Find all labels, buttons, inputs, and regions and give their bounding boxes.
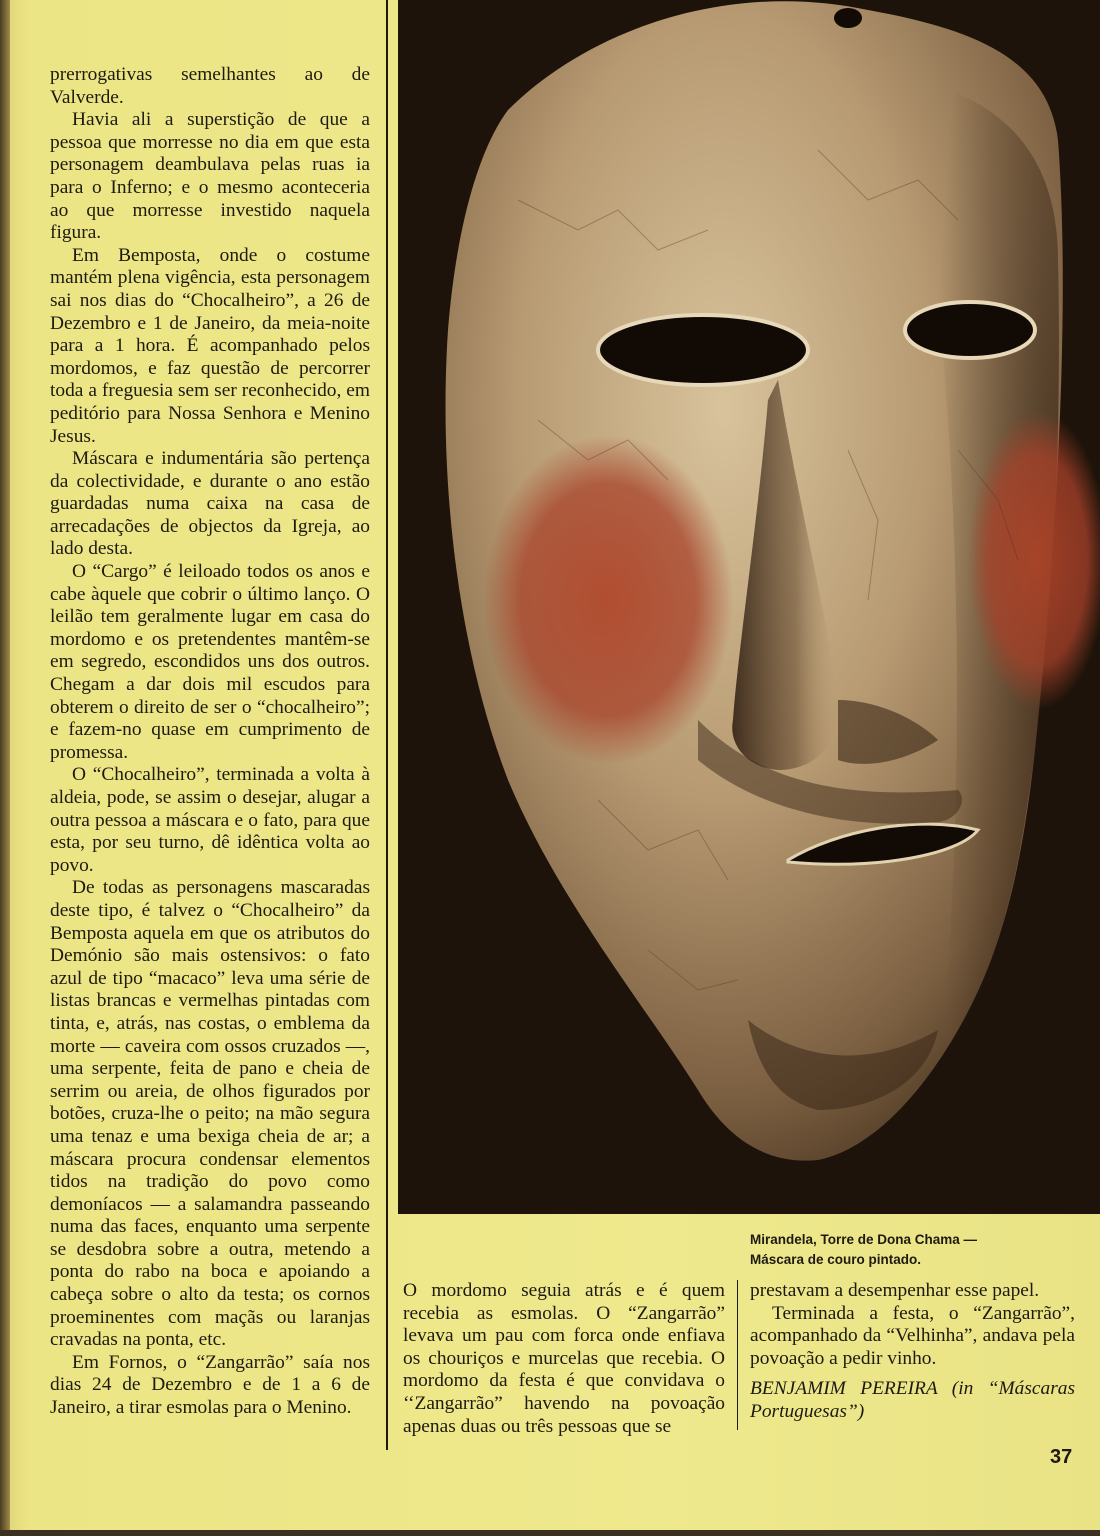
left-eye-hole: [598, 315, 808, 385]
page-number: 37: [1050, 1446, 1073, 1468]
paragraph: O mordomo seguia atrás e é quem recebia as esmolas. O “Zangarrão” levava um pau com forca onde enfiava os chouriços e murcelas que recebia. O mordomo da festa é que convidava o ‘‘Zangarrão” havendo na povoação apenas duas ou três pessoas que se: [403, 1280, 725, 1437]
column-divider: [386, 0, 388, 1450]
paragraph: prerrogativas semelhantes ao de Valverde.: [50, 64, 370, 108]
paragraph: Em Bemposta, onde o costume mantém plena vigência, esta personagem sai nos dias do “Chocalheiro”, a 26 de Dezembro e 1 de Janeiro, da meia-noite para a 1 hora. É acompanhado pelos mordomos, e faz questão de percorrer toda a freguesia sem ser reconhecido, em peditório para Nossa Senhora e Menino Jesus.: [50, 244, 370, 447]
caption-line: Mirandela, Torre de Dona Chama —: [750, 1232, 978, 1247]
mask-illustration: [398, 0, 1100, 1214]
paragraph: Máscara e indumentária são pertença da colectividade, e durante o ano estão guardadas numa caixa na casa de arrecadações de objectos da Igreja, ao lado desta.: [50, 448, 370, 560]
paragraph: Em Fornos, o “Zangarrão” saía nos dias 24 de Dezembro e de 1 a 6 de Janeiro, a tirar esmolas para o Menino.: [50, 1351, 370, 1419]
mask-photo: [398, 0, 1100, 1214]
page-edge: [0, 1530, 1100, 1536]
caption-line: Máscara de couro pintado.: [750, 1252, 922, 1267]
article-middle-column: [403, 1280, 725, 1438]
article-credit: BENJAMIM PEREIRA (in “Máscaras Portuguesas”): [750, 1378, 1075, 1422]
column-divider: [737, 1280, 738, 1430]
binding-gutter: [0, 0, 10, 1536]
paragraph: O “Cargo” é leiloado todos os anos e cabe àquele que cobrir o último lanço. O leilão tem geralmente lugar em casa do mordomo e os pretendentes mantêm-se em segredo, escondidos uns dos outros. Chegam a dar dois mil escudos para obterem o direito de ser o “chocalheiro”; e fazem-no quase em cumprimento de promessa.: [50, 561, 370, 763]
article-left-column: [50, 64, 370, 1420]
paragraph: prestavam a desempenhar esse papel.: [750, 1280, 1040, 1301]
photo-caption: [750, 1230, 1070, 1270]
right-eye-hole: [905, 302, 1035, 358]
paragraph: Terminada a festa, o “Zangarrão”, acompanhado da “Velhinha”, andava pela povoação a pedir vinho.: [750, 1302, 1075, 1369]
paragraph: Havia ali a superstição de que a pessoa que morresse no dia em que esta personagem deambulava pelas ruas ia para o Inferno; e o mesmo aconteceria ao que morresse investido naquela figura.: [50, 109, 370, 244]
paragraph: De todas as personagens mascaradas deste tipo, é talvez o “Chocalheiro” da Bemposta aquela em que os atributos do Demónio são mais ostensivos: o fato azul de tipo “macaco” leva uma série de listas brancas e vermelhas pintadas com tinta, e, atrás, nas costas, o emblema da morte — caveira com ossos cruzados —, uma serpente, feita de pano e cheia de serrim ou areia, de olhos figurados por botões, cruza-lhe o peito; na mão segura uma tenaz e uma bexiga cheia de ar; a máscara procura condensar elementos tidos na tradição do povo como demoníacos — a salamandra passeando numa das faces, enquanto uma serpente se desdobra sobre a outra, metendo a ponta do rabo na boca e apoiando a cabeça sobre o alto da testa; os cornos proeminentes com maçãs ou laranjas cravadas na ponta, etc.: [50, 877, 370, 1351]
article-right-column: [750, 1280, 1075, 1424]
paragraph: O “Chocalheiro”, terminada a volta à aldeia, pode, se assim o desejar, alugar a outra pessoa a máscara e o fato, para que esta, por seu turno, dê idêntica volta ao povo.: [50, 764, 370, 876]
left-cheek-paint: [483, 435, 733, 765]
